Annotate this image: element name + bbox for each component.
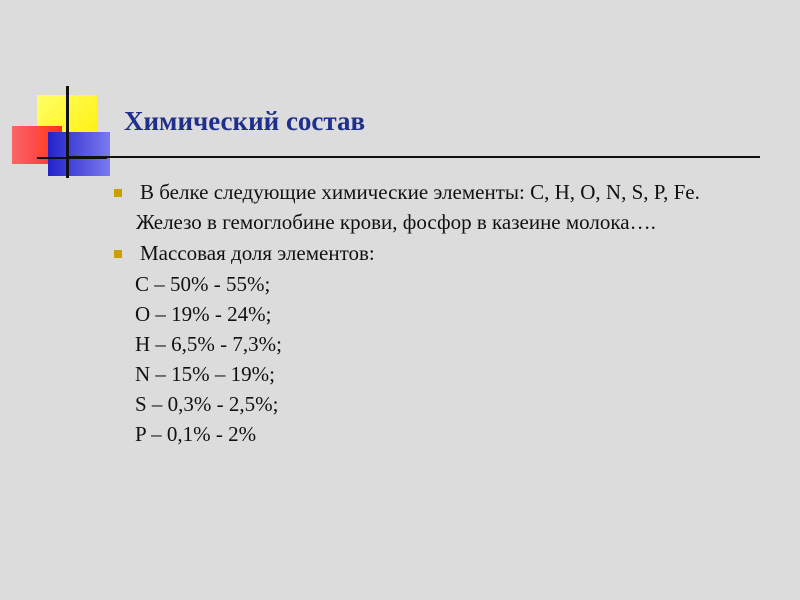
bullet-text: В белке следующие химические элементы: C, H, O, N, S, P, Fe. xyxy=(140,180,700,204)
bullet-note: Железо в гемоглобине крови, фосфор в казеине молока…. xyxy=(136,210,656,234)
list-item: O – 19% - 24%; xyxy=(135,302,272,326)
list-item: P – 0,1% - 2% xyxy=(135,422,257,446)
logo-blue-square xyxy=(48,132,110,176)
bullet-text: Массовая доля элементов: xyxy=(140,241,375,265)
element-list xyxy=(135,269,774,449)
list-item: C – 50% - 55%; xyxy=(135,272,271,296)
bullet-item-mass-fraction xyxy=(114,241,774,266)
list-item: N – 15% – 19%; xyxy=(135,362,275,386)
title-underline xyxy=(67,156,760,158)
logo-vertical-line xyxy=(66,86,69,178)
slide-body xyxy=(114,180,774,449)
list-item: S – 0,3% - 2,5%; xyxy=(135,392,279,416)
bullet-item-elements xyxy=(114,180,774,205)
bullet-icon xyxy=(114,189,122,197)
bullet-icon xyxy=(114,250,122,258)
slide-title: Химический состав xyxy=(124,106,366,136)
list-item: H – 6,5% - 7,3%; xyxy=(135,332,282,356)
